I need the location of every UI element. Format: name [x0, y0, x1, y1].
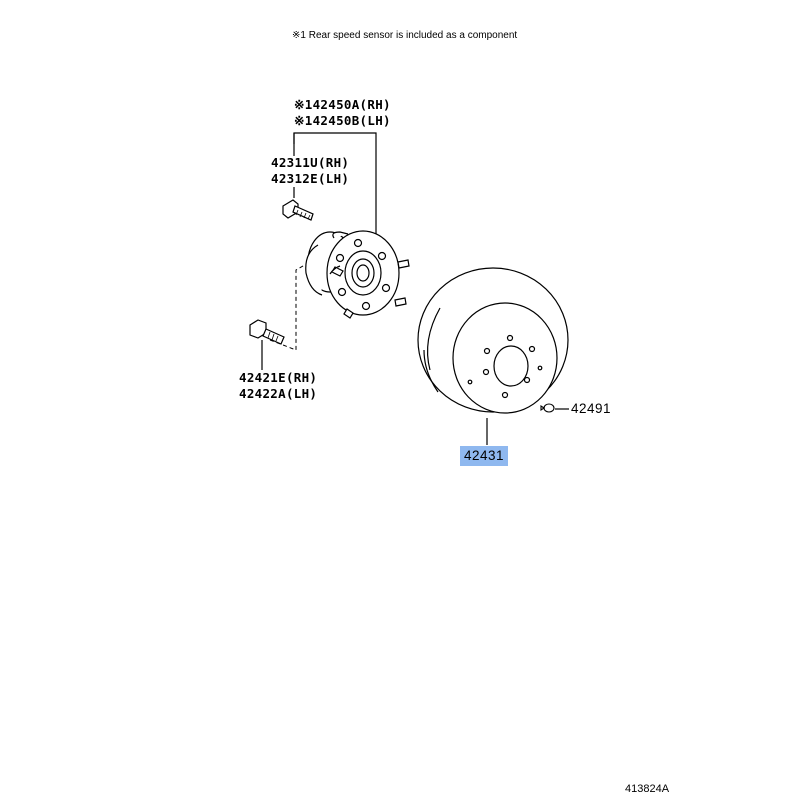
component-note: ※1 Rear speed sensor is included as a component — [292, 30, 518, 41]
part-number-bolt-rh[interactable]: 42421E(RH) — [239, 370, 318, 385]
part-number-screw[interactable]: 42491 — [571, 401, 612, 416]
hub-bearing-assembly — [306, 231, 409, 318]
diagram-code: 413824A — [625, 783, 670, 795]
part-number-hub-rh[interactable]: ※142450A(RH) — [294, 97, 391, 112]
leader-hub — [294, 133, 376, 240]
part-number-stud-rh[interactable]: 42311U(RH) — [271, 155, 350, 170]
part-number-stud-lh[interactable]: 42312E(LH) — [271, 171, 350, 186]
screw-part — [541, 404, 554, 412]
part-number-disc-highlighted[interactable]: 42431 — [460, 446, 508, 466]
brake-disc — [418, 268, 568, 413]
part-number-bolt-lh[interactable]: 42422A(LH) — [239, 386, 318, 401]
hub-bolt-part — [250, 320, 284, 344]
part-number-hub-lh[interactable]: ※142450B(LH) — [294, 113, 391, 128]
hub-stud-part — [283, 200, 313, 220]
